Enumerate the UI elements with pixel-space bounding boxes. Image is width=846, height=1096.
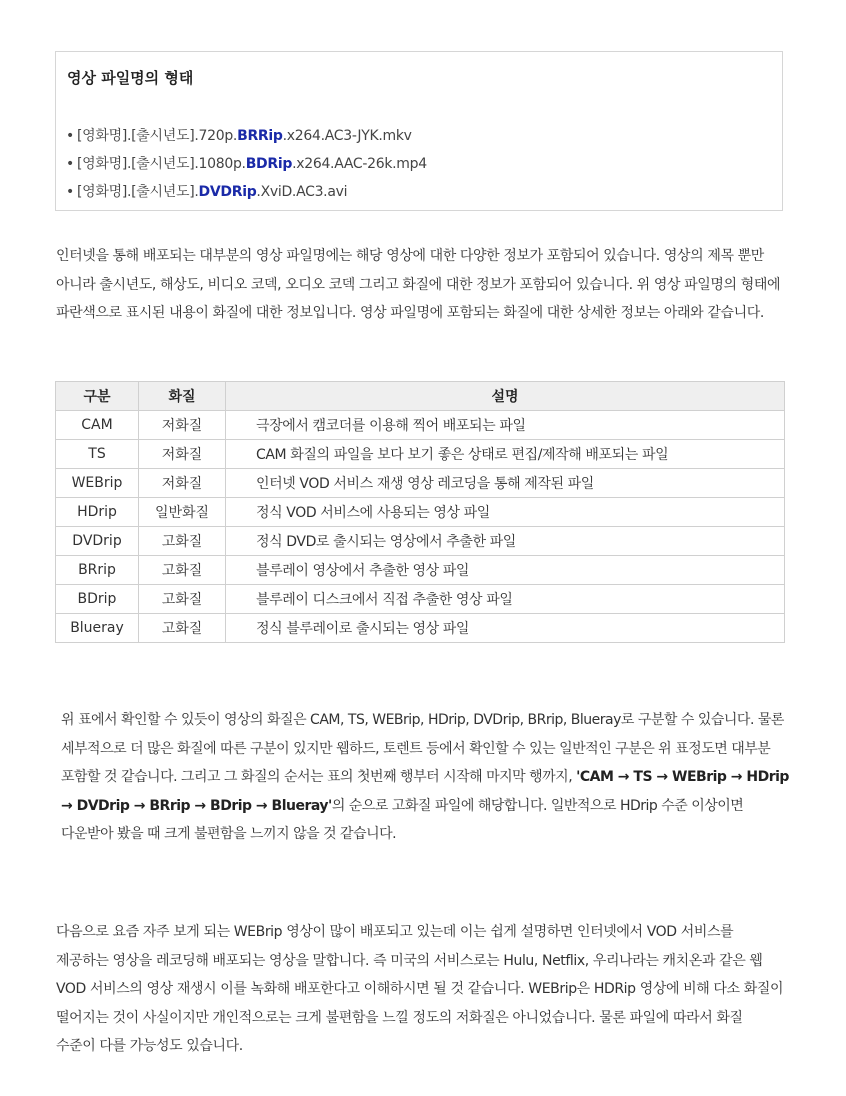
list-item: • [영화명].[출시년도].720p.BRRip.x264.AC3-JYK.mkv: [66, 122, 427, 150]
cell-description: 정식 블루레이로 출시되는 영상 파일: [226, 614, 785, 643]
column-header: 설명: [226, 382, 785, 411]
cell-type: WEBrip: [56, 469, 139, 498]
bullet: •: [66, 184, 74, 200]
cell-type: HDrip: [56, 498, 139, 527]
table-row: [56, 469, 785, 498]
cell-description: 블루레이 디스크에서 직접 추출한 영상 파일: [226, 585, 785, 614]
cell-type: TS: [56, 440, 139, 469]
cell-quality: 고화질: [139, 527, 226, 556]
cell-type: Blueray: [56, 614, 139, 643]
cell-quality: 저화질: [139, 469, 226, 498]
quality-tag: BRRip: [237, 128, 283, 144]
box-title: 영상 파일명의 형태: [67, 69, 194, 87]
cell-description: 정식 VOD 서비스에 사용되는 영상 파일: [226, 498, 785, 527]
cell-quality: 저화질: [139, 411, 226, 440]
bullet: •: [66, 128, 74, 144]
cell-description: 극장에서 캠코더를 이용해 찍어 배포되는 파일: [226, 411, 785, 440]
quality-table: [55, 381, 785, 643]
list-item: • [영화명].[출시년도].DVDRip.XviD.AC3.avi: [66, 178, 427, 206]
cell-quality: 고화질: [139, 614, 226, 643]
webrip-paragraph: 다음으로 요즘 자주 보게 되는 WEBrip 영상이 많이 배포되고 있는데 이는 쉽게 설명하면 인터넷에서 VOD 서비스를 제공하는 영상을 레코딩해 배포되는 영상을 말합니다. 즉 미국의 서비스로는 Hulu, Netflix, 우리나라는 캐치온과 같은 웹 VOD 서비스의 영상 재생시 이를 녹화해 배포한다고 이해하시면 될 것 같습니다. WEBrip은 HDRip 영상에 비해 다소 화질이 떨어지는 것이 사실이지만 개인적으로는 크게 불편함을 느낄 정도의 저화질은 아니었습니다. 물론 파일에 따라서 화질 수준이 다를 가능성도 있습니다.: [56, 924, 784, 1054]
cell-quality: 고화질: [139, 585, 226, 614]
column-header: 화질: [139, 382, 226, 411]
column-header: 구분: [56, 382, 139, 411]
cell-quality: 저화질: [139, 440, 226, 469]
cell-type: DVDrip: [56, 527, 139, 556]
cell-type: BDrip: [56, 585, 139, 614]
bullet: •: [66, 156, 74, 172]
filename-format-box: [55, 51, 783, 211]
quality-tag: BDRip: [245, 156, 293, 172]
cell-description: 블루레이 영상에서 추출한 영상 파일: [226, 556, 785, 585]
cell-quality: 일반화질: [139, 498, 226, 527]
table-row: [56, 585, 785, 614]
cell-description: 인터넷 VOD 서비스 재생 영상 레코딩을 통해 제작된 파일: [226, 469, 785, 498]
quality-order: 'CAM → TS → WEBrip → HDrip → DVDrip → BRrip → BDrip → Blueray': [61, 769, 789, 814]
cell-quality: 고화질: [139, 556, 226, 585]
table-row: [56, 527, 785, 556]
cell-description: 정식 DVD로 출시되는 영상에서 추출한 파일: [226, 527, 785, 556]
cell-description: CAM 화질의 파일을 보다 보기 좋은 상태로 편집/제작해 배포되는 파일: [226, 440, 785, 469]
filename-example-list: [66, 122, 427, 206]
table-row: [56, 440, 785, 469]
cell-type: BRrip: [56, 556, 139, 585]
table-header-row: [56, 382, 785, 411]
quality-tag: DVDRip: [198, 184, 257, 200]
table-row: [56, 411, 785, 440]
table-row: [56, 614, 785, 643]
intro-paragraph: 인터넷을 통해 배포되는 대부분의 영상 파일명에는 해당 영상에 대한 다양한 정보가 포함되어 있습니다. 영상의 제목 뿐만 아니라 출시년도, 해상도, 비디오 코덱, 오디오 코덱 그리고 화질에 대한 정보가 포함되어 있습니다. 위 영상 파일명의 형태에 파란색으로 표시된 내용이 화질에 대한 정보입니다. 영상 파일명에 포함되는 화질에 대한 상세한 정보는 아래와 같습니다.: [56, 248, 781, 321]
summary-paragraph: 위 표에서 확인할 수 있듯이 영상의 화질은 CAM, TS, WEBrip, HDrip, DVDrip, BRrip, Blueray로 구분할 수 있습니다. 물론 세부적으로 더 많은 화질에 따른 구분이 있지만 웹하드, 토렌트 등에서 확인할 수 있는 일반적인 구분은 위 표정도면 대부분 포함할 것 같습니다. 그리고 그 화질의 순서는 표의 첫번째 행부터 시작해 마지막 행까지, 'CAM → TS → WEBrip → HDrip → DVDrip → BRrip → BDrip → Blueray'의 순으로 고화질 파일에 해당합니다. 일반적으로 HDrip 수준 이상이면 다운받아 봤을 때 크게 불편함을 느끼지 않을 것 같습니다.: [61, 712, 789, 842]
table-row: [56, 498, 785, 527]
list-item: • [영화명].[출시년도].1080p.BDRip.x264.AAC-26k.mp4: [66, 150, 427, 178]
cell-type: CAM: [56, 411, 139, 440]
table-row: [56, 556, 785, 585]
